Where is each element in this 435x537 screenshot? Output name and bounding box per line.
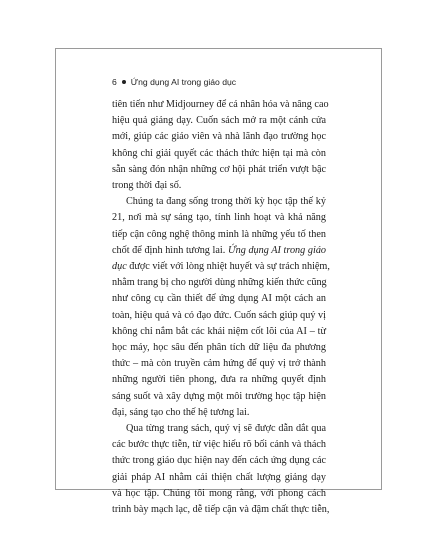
text-line: trong thời đại số.	[112, 180, 182, 192]
text-line: sẵn sàng đón nhận những cơ hội phát triển vượt bậc	[112, 163, 326, 175]
text-line-with-title	[112, 259, 330, 275]
text-line: trình bày mạch lạc, dễ tiếp cận và đậm chất thực tiễn,	[112, 504, 330, 516]
paragraph-2	[112, 194, 330, 421]
text-run: được viết với lòng nhiệt huyết và sự trách nhiệm,	[129, 261, 330, 273]
text-line: không chỉ giải quyết các thách thức hiện tại mà còn	[112, 147, 326, 159]
text-line: và học tập. Chúng tôi mong rằng, với phong cách	[112, 487, 326, 499]
text-line-with-title	[112, 243, 326, 259]
text-line: tiếp cận công nghệ thông minh là những yếu tố then	[112, 228, 326, 240]
text-line: nhằm trang bị cho người dùng những kiến thức cũng	[112, 277, 327, 289]
text-line: thức – mà còn truyền cảm hứng để quý vị trở thành	[112, 358, 326, 370]
paragraph-3	[112, 421, 330, 518]
text-line: giải pháp AI nhằm cải thiện chất lượng giảng dạy	[112, 471, 326, 483]
text-run: chốt để định hình tương lai.	[112, 244, 226, 256]
text-line: như công cụ cần thiết để ứng dụng AI một cách an	[112, 293, 326, 305]
book-title-italic: Ứng dụng AI trong giáo	[227, 244, 327, 256]
text-line: Qua từng trang sách, quý vị sẽ được dẫn dắt qua	[126, 423, 326, 435]
paragraph-1	[112, 97, 329, 194]
text-line: không chỉ nắm bắt các khái niệm cốt lõi của AI – từ	[112, 325, 326, 337]
text-line: hiệu quả giảng dạy. Cuốn sách mở ra một cánh cửa	[112, 115, 326, 127]
page-number: 6	[112, 77, 117, 87]
text-line: toàn, hiệu quả và có đạo đức. Cuốn sách giúp quý vị	[112, 309, 326, 321]
text-line: thức trong giáo dục hiện nay đến cách ứng dụng các	[112, 455, 326, 467]
text-line: học máy, học sâu đến phân tích dữ liệu đa phương	[112, 342, 326, 354]
bullet-icon	[122, 80, 126, 84]
text-line: Chúng ta đang sống trong thời kỳ học tập thế kỷ	[126, 196, 326, 208]
text-line: đại, sáng tạo cho thế hệ tương lai.	[112, 406, 250, 418]
text-line: sáng suốt và xây dựng một môi trường học tập hiện	[112, 390, 326, 402]
text-line: 21, nơi mà sự sáng tạo, tính linh hoạt và khả năng	[112, 212, 326, 224]
running-header	[112, 75, 236, 89]
text-line: các bước thực tiễn, từ việc hiểu rõ bối cảnh và thách	[112, 439, 326, 451]
text-line: mới, giúp các giáo viên và nhà lãnh đạo trường học	[112, 131, 326, 143]
chapter-title: Ứng dụng AI trong giáo dục	[130, 77, 237, 87]
book-title-italic: dục	[112, 261, 127, 273]
text-line: tiên tiến như Midjourney để cá nhân hóa và nâng cao	[112, 99, 329, 110]
text-line: những người tiên phong, đưa ra những quyết định	[112, 374, 326, 386]
body-text	[112, 97, 330, 518]
